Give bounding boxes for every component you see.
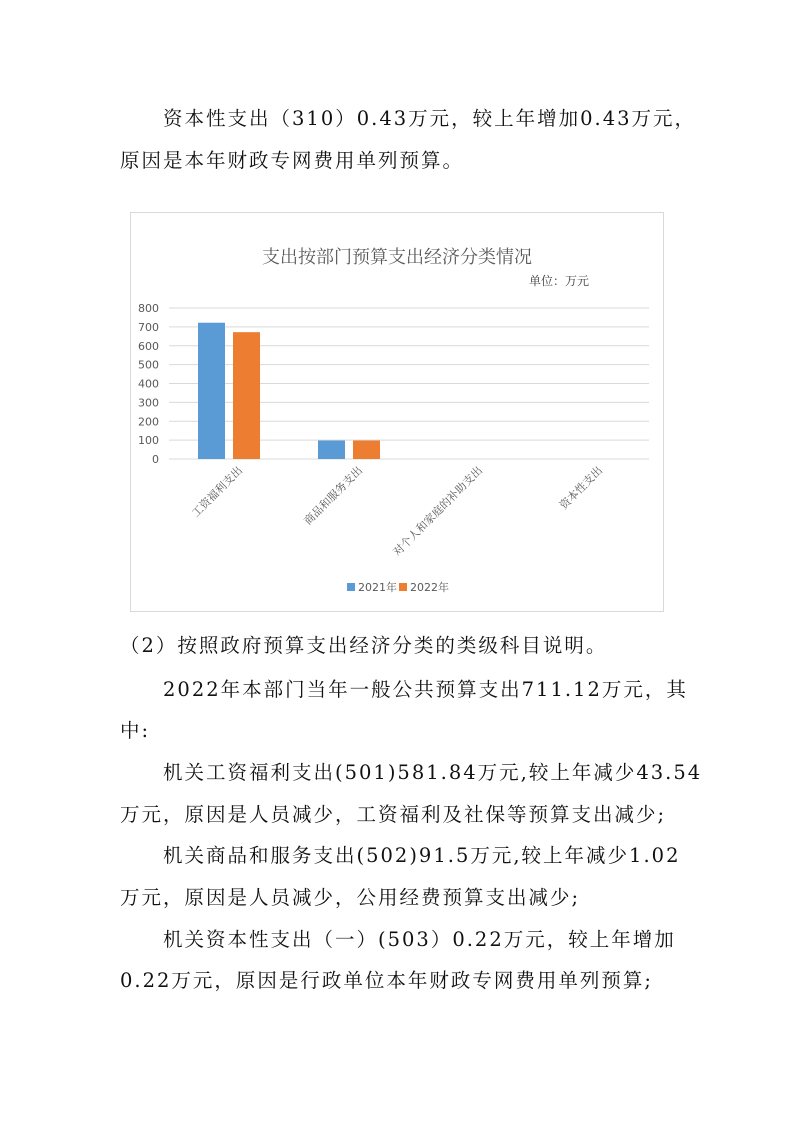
- y-tick-label: 800: [138, 302, 159, 315]
- section-heading-2: （2）按照政府预算支出经济分类的类级科目说明。: [120, 634, 608, 657]
- bar-2022-0: [233, 332, 260, 459]
- paragraph-capital-expenditure-line2: 原因是本年财政专网费用单列预算。: [120, 149, 465, 172]
- y-tick-label: 600: [138, 339, 159, 353]
- y-tick-label: 100: [138, 434, 159, 448]
- y-tick-label: 500: [138, 358, 159, 372]
- chart-unit-note: 单位：万元: [529, 274, 590, 288]
- y-tick-label: 0: [152, 453, 159, 466]
- y-tick-label: 700: [138, 320, 159, 334]
- paragraph-capital-503-line2: 0.22万元，原因是行政单位本年财政专网费用单列预算;: [120, 969, 653, 992]
- paragraph-goods-services-line1: 机关商品和服务支出(502)91.5万元,较上年减少1.02: [163, 844, 681, 867]
- paragraph-wages-line1: 机关工资福利支出(501)581.84万元,较上年减少43.54: [163, 761, 703, 784]
- expenditure-bar-chart: [130, 212, 664, 612]
- y-tick-label: 300: [138, 396, 159, 410]
- x-category-label: 工资福利支出: [189, 463, 246, 520]
- chart-canvas: [131, 213, 663, 611]
- paragraph-goods-services-line2: 万元，原因是人员减少，公用经费预算支出减少;: [120, 886, 581, 909]
- bar-2021-1: [318, 441, 345, 459]
- x-category-label: 资本性支出: [557, 463, 606, 513]
- legend-label-1: 2022年: [410, 581, 449, 594]
- x-category-label: 对个人和家庭的补助支出: [390, 463, 486, 559]
- bar-2021-0: [198, 323, 225, 459]
- paragraph-wages-line2: 万元，原因是人员减少，工资福利及社保等预算支出减少;: [120, 803, 667, 826]
- legend-label-0: 2021年: [358, 581, 397, 594]
- legend-swatch-0: [347, 583, 355, 591]
- paragraph-total-expenditure-line2: 中:: [120, 719, 151, 742]
- paragraph-total-expenditure-line1: 2022年本部门当年一般公共预算支出711.12万元，其: [163, 678, 688, 701]
- legend-swatch-1: [399, 583, 407, 591]
- bar-2022-1: [353, 441, 380, 459]
- paragraph-capital-503-line1: 机关资本性支出（一）(503）0.22万元，较上年增加: [163, 928, 676, 951]
- y-tick-label: 200: [138, 415, 159, 429]
- chart-title: 支出按部门预算支出经济分类情况: [262, 247, 532, 268]
- y-tick-label: 400: [138, 377, 159, 391]
- paragraph-capital-expenditure-line1: 资本性支出（310）0.43万元，较上年增加0.43万元，: [163, 107, 697, 130]
- x-category-label: 商品和服务支出: [301, 463, 366, 528]
